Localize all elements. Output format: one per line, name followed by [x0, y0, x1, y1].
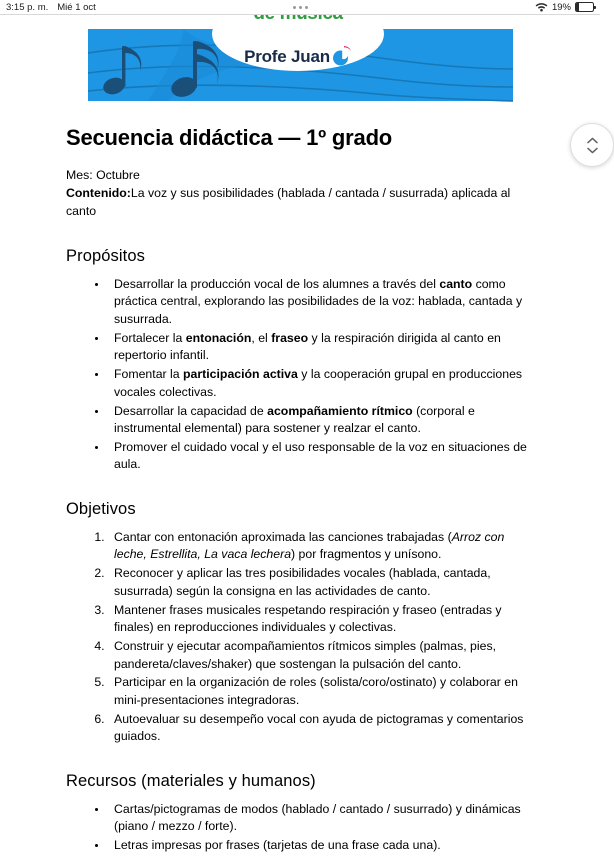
text-run: Desarrollar la producción vocal de los alumnes a través del [114, 276, 440, 291]
content-text: La voz y sus posibilidades (hablada / cantada / susurrada) aplicada al canto [66, 186, 511, 219]
logo-note-icon [332, 45, 352, 67]
bullet-list [66, 801, 534, 855]
document-body [0, 101, 600, 856]
list-item [108, 674, 534, 709]
text-run: Reconocer y aplicar las tres posibilidades vocales (hablada, cantada, susurrada) según la consigna en las actividades de canto. [114, 566, 491, 598]
list-item [108, 403, 534, 438]
status-bar-date: Mié 1 oct [57, 1, 96, 13]
logo-name-row [244, 45, 352, 67]
text-run: Cartas/pictogramas de modos (hablado / cantado / susurrado) y dinámicas (piano / mezzo / forte). [114, 801, 521, 834]
section-heading: Objetivos [66, 499, 136, 518]
list-item [108, 801, 534, 836]
content-label: Contenido: [66, 186, 131, 201]
text-run: Construir y ejecutar acompañamientos rítmicos simples (palmas, pies, pandereta/claves/shaker) que sostengan la pulsación del canto. [114, 639, 497, 671]
text-run: Mantener frases musicales respetando respiración y fraseo (entradas y finales) en reproducciones individuales y colectivas. [114, 602, 502, 635]
text-run: ) por fragmentos y unísono. [291, 547, 442, 562]
list-item [108, 837, 534, 854]
text-run: y la cooperación grupal en producciones vocales colectivas. [114, 367, 523, 399]
numbered-list [66, 529, 534, 746]
text-run: entonación [185, 330, 252, 345]
battery-percent-label: 19% [551, 1, 571, 13]
list-item [108, 602, 534, 637]
text-run: como práctica central, explorando las posibilidades de la voz: hablada, cantada y susurrada. [114, 276, 523, 326]
status-bar-right [535, 2, 594, 13]
three-dots-handle-icon [293, 6, 296, 9]
text-run: Fortalecer la [114, 330, 186, 345]
list-item [108, 529, 534, 564]
three-dots-handle-icon [299, 6, 302, 9]
sections-container [66, 247, 534, 855]
text-run: Cantar con entonación aproximada las canciones trabajadas ( [114, 529, 452, 544]
text-run: , el [251, 330, 272, 345]
logo-name-text: Profe Juan [244, 46, 330, 66]
list-item [108, 366, 534, 401]
list-item [108, 711, 534, 746]
text-run: canto [439, 276, 473, 291]
text-run: Letras impresas por frases (tarjetas de una frase cada una). [114, 838, 441, 853]
text-run: acompañamiento rítmico [267, 403, 413, 418]
text-run: Promover el cuidado vocal y el uso responsable de la voz en situaciones de aula. [114, 439, 527, 472]
battery-icon [575, 2, 594, 12]
list-item [108, 439, 534, 474]
month-line: Mes: Octubre [66, 168, 140, 183]
list-item [108, 565, 534, 600]
text-run: Fomentar la [114, 367, 184, 382]
text-run: Arroz con leche, Estrellita, La vaca lechera [114, 529, 505, 562]
wifi-icon [535, 2, 548, 12]
status-bar-left [6, 2, 96, 13]
document-page [0, 15, 600, 853]
section-heading: Recursos (materiales y humanos) [66, 771, 316, 790]
list-item [108, 330, 534, 365]
text-run: y la respiración dirigida al canto en repertorio infantil. [114, 330, 501, 363]
text-run: Participar en la organización de roles (solista/coro/ostinato) y colaborar en mini-presentaciones integradoras. [114, 675, 518, 707]
text-run: participación activa [183, 367, 298, 382]
section-heading: Propósitos [66, 246, 145, 265]
header-banner-image [88, 29, 513, 101]
page-title: Secuencia didáctica — 1º grado [66, 125, 393, 150]
text-run: Desarrollar la capacidad de [114, 403, 268, 418]
list-item [108, 638, 534, 673]
text-run: Autoevaluar su desempeño vocal con ayuda de pictogramas y comentarios guiados. [114, 711, 524, 744]
text-run: (corporal e instrumental elemental) para sostener y realzar el canto. [114, 403, 475, 435]
three-dots-handle-icon [305, 6, 308, 9]
content-line [66, 185, 534, 221]
text-run: fraseo [271, 330, 309, 345]
bullet-list [66, 276, 534, 474]
status-bar [0, 0, 600, 15]
status-bar-time: 3:15 p. m. [6, 1, 49, 13]
list-item [108, 276, 534, 328]
